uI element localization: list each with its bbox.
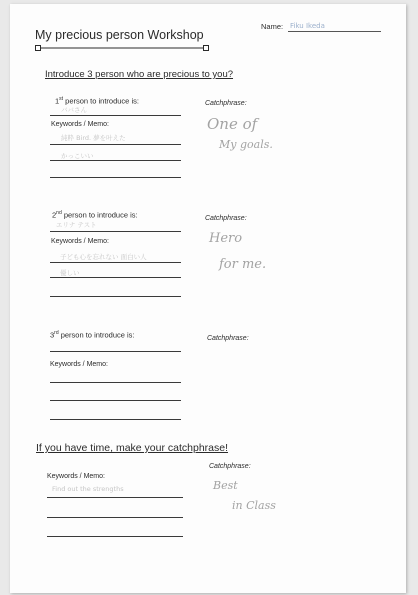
person-3-memo-line-2 [50,400,181,401]
bonus-memo-line-2 [47,517,183,518]
person-2-memo-line-1 [50,262,181,263]
person-1-memo-2: かっこいい [61,152,94,160]
bonus-memo-value: Find out the strengths [52,485,124,493]
person-1-keywords-label: Keywords / Memo: [51,121,109,128]
person-3-catchphrase-label: Catchphrase: [207,335,249,342]
name-label: Name: [261,22,284,31]
person-2-catchphrase-label: Catchphrase: [205,215,247,222]
name-underline [288,31,381,32]
person-2-memo-line-3 [50,296,181,297]
bonus-memo-line-1 [47,497,183,498]
worksheet-title: My precious person Workshop [35,28,204,42]
person-3-memo-line-1 [50,382,181,383]
person-3-memo-line-3 [50,419,181,420]
person-2-memo-line-2 [50,277,181,278]
person-2-catchphrase-line-2: for me. [219,257,267,272]
intro-prompt: Introduce 3 person who are precious to you? [45,69,234,80]
name-value: Fiku Ikeda [290,22,325,30]
person-1-memo-line-2 [50,160,181,161]
person-1-memo-line-1 [50,144,181,145]
title-underline-bar [35,45,209,51]
person-2-keywords-label: Keywords / Memo: [51,238,109,245]
person-1-memo-line-3 [50,177,181,178]
person-1-catchphrase-line-2: My goals. [219,138,273,151]
bonus-catchphrase-label: Catchphrase: [209,463,251,470]
person-2-name-line [50,231,181,232]
bonus-memo-line-3 [47,536,183,537]
person-1-catchphrase-line-1: One of [207,115,258,133]
person-2-memo-1: 子ども心を忘れない 面白い人 [60,253,147,261]
person-1-name-line [50,115,181,116]
worksheet-page [10,4,406,593]
person-2-catchphrase-line-1: Hero [209,231,243,246]
person-2-memo-2: 優しい [60,269,80,277]
person-1-memo-1: 純粋 Bird. 夢を叶えた [61,134,126,142]
bonus-catchphrase-line-1: Best [213,479,238,492]
person-2-name-value: エリナ テスト [56,221,97,229]
person-1-name-value: ババさん [61,106,87,114]
bonus-heading: If you have time, make your catchphrase! [36,442,229,454]
person-3-keywords-label: Keywords / Memo: [50,361,108,368]
person-2-heading: 2nd person to introduce is: [52,210,138,220]
person-3-name-line [50,351,181,352]
person-1-heading: 1st person to introduce is: [55,96,139,106]
person-3-heading: 3rd person to introduce is: [50,330,135,340]
person-1-catchphrase-label: Catchphrase: [205,100,247,107]
bonus-keywords-label: Keywords / Memo: [47,473,105,480]
bonus-catchphrase-line-2: in Class [232,499,276,512]
